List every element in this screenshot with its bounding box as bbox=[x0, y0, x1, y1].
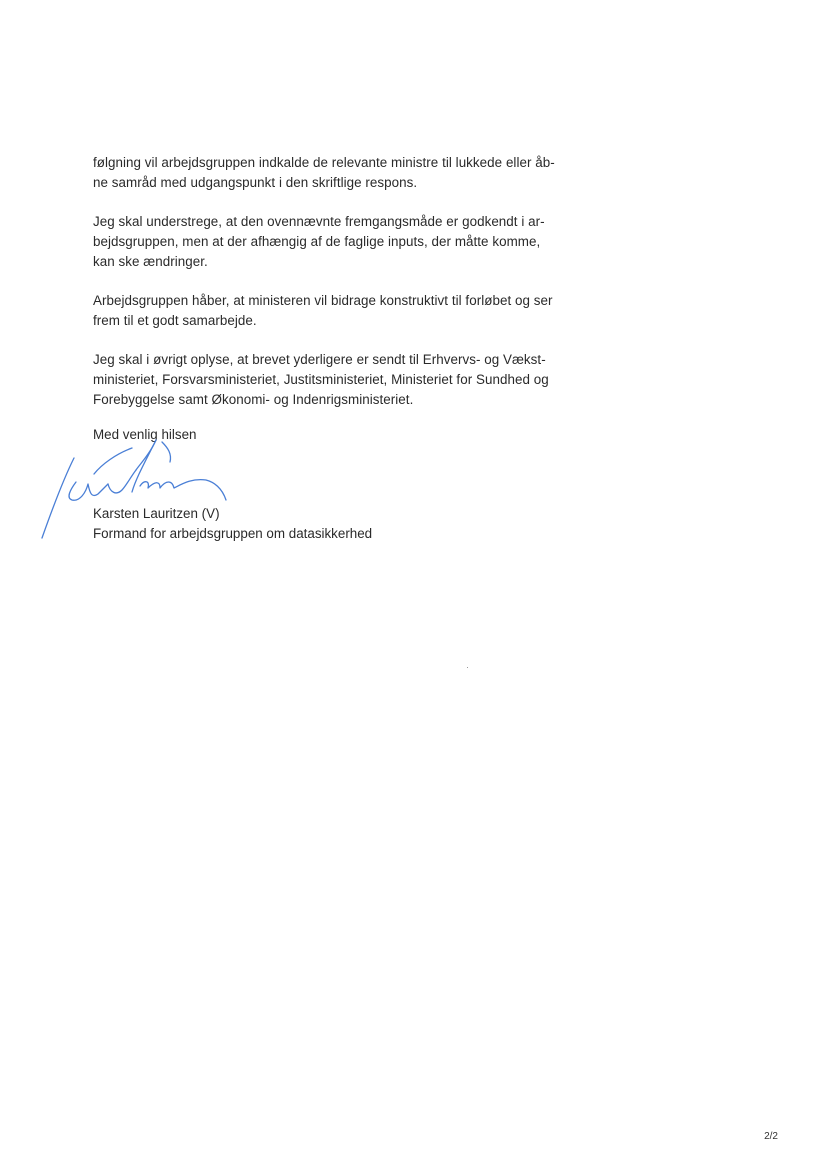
text-line: kan ske ændringer. bbox=[93, 254, 208, 269]
text-line: følgning vil arbejdsgruppen indkalde de relevante ministre til lukkede eller åb- bbox=[93, 155, 555, 170]
text-line: Forebyggelse samt Økonomi- og Indenrigsministeriet. bbox=[93, 392, 414, 407]
signer-name: Karsten Lauritzen (V) bbox=[93, 506, 220, 521]
closing-salutation: Med venlig hilsen bbox=[93, 427, 197, 442]
paragraph-1 bbox=[93, 153, 583, 193]
paragraph-2 bbox=[93, 212, 583, 272]
text-line: ne samråd med udgangspunkt i den skriftlige respons. bbox=[93, 175, 418, 190]
text-line: Arbejdsgruppen håber, at ministeren vil bidrage konstruktivt til forløbet og ser bbox=[93, 293, 553, 308]
paragraph-3 bbox=[93, 291, 583, 331]
text-line: Jeg skal understrege, at den ovennævnte fremgangsmåde er godkendt i ar- bbox=[93, 214, 545, 229]
text-line: frem til et godt samarbejde. bbox=[93, 313, 257, 328]
signer-title: Formand for arbejdsgruppen om datasikkerhed bbox=[93, 526, 373, 541]
page-number: 2/2 bbox=[764, 1131, 778, 1142]
text-line: bejdsgruppen, men at der afhængig af de faglige inputs, der måtte komme, bbox=[93, 234, 541, 249]
text-line: ministeriet, Forsvarsministeriet, Justitsministeriet, Ministeriet for Sundhed og bbox=[93, 372, 549, 387]
paragraph-4 bbox=[93, 350, 583, 410]
letter-body bbox=[93, 153, 583, 429]
text-line: Jeg skal i øvrigt oplyse, at brevet yderligere er sendt til Erhvervs- og Vækst- bbox=[93, 352, 546, 367]
signer-block bbox=[93, 504, 372, 544]
scan-artifact bbox=[467, 667, 468, 668]
